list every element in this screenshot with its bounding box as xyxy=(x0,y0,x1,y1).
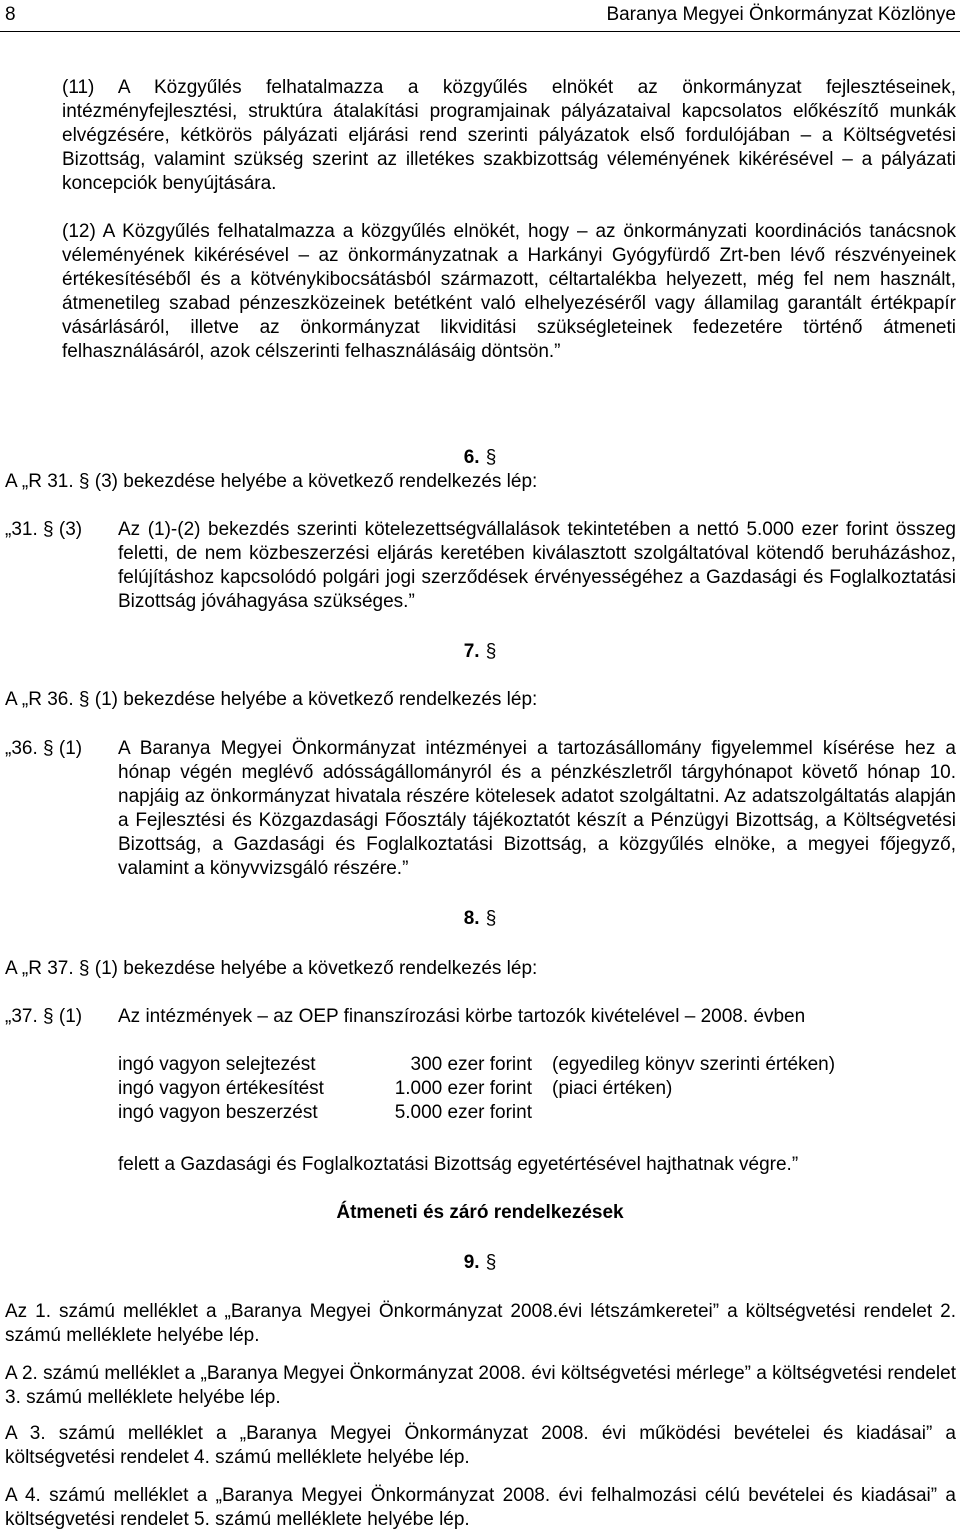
provision-label: „31. § (3) xyxy=(5,519,83,540)
table-row xyxy=(118,1053,835,1077)
note-cell: (piaci értéken) xyxy=(552,1078,673,1099)
section-number: 7. xyxy=(463,641,480,662)
section-8-heading xyxy=(0,907,960,931)
limits-table xyxy=(118,1053,835,1125)
provision-label: „37. § (1) xyxy=(5,1006,83,1027)
section-sign: § xyxy=(485,908,497,929)
section-number: 6. xyxy=(463,447,480,468)
section-number: 8. xyxy=(463,908,480,929)
item-cell: ingó vagyon értékesítést xyxy=(118,1078,324,1099)
chapter-heading: Átmeneti és záró rendelkezések xyxy=(336,1202,624,1223)
section-sign: § xyxy=(485,447,497,468)
provision-closing: felett a Gazdasági és Foglalkoztatási Bizottság egyetértésével hajthatnak végre.” xyxy=(118,1154,799,1175)
section-number: 9. xyxy=(463,1252,480,1273)
provision-text: Az intézmények – az OEP finanszírozási körbe tartozók kivételével – 2008. évben xyxy=(118,1006,806,1027)
amendment-intro: A „R 31. § (3) bekezdése helyébe a következő rendelkezés lép: xyxy=(5,471,538,492)
annex-paragraph: Az 1. számú melléklet a „Baranya Megyei Önkormányzat 2008.évi létszámkeretei” a költségvetési rendelet 2. számú melléklete helyébe lép. xyxy=(5,1301,956,1346)
section-6-heading xyxy=(0,446,960,470)
amendment-intro: A „R 37. § (1) bekezdése helyébe a következő rendelkezés lép: xyxy=(5,958,538,979)
provision-label: „36. § (1) xyxy=(5,738,83,759)
section-sign: § xyxy=(485,1252,497,1273)
note-cell xyxy=(532,1101,835,1125)
annex-paragraph: A 4. számú melléklet a „Baranya Megyei Önkormányzat 2008. évi felhalmozási célú bevételei és kiadásai” a költségvetési rendelet 5. számú melléklete helyébe lép. xyxy=(5,1485,956,1530)
section-9-heading xyxy=(0,1251,960,1275)
section-sign: § xyxy=(485,641,497,662)
amount-cell: 300 ezer forint xyxy=(410,1054,532,1075)
table-row xyxy=(118,1101,835,1125)
amendment-intro: A „R 36. § (1) bekezdése helyébe a következő rendelkezés lép: xyxy=(5,689,538,710)
section-7-heading xyxy=(0,640,960,664)
table-row xyxy=(118,1077,835,1101)
annex-paragraph: A 2. számú melléklet a „Baranya Megyei Önkormányzat 2008. évi költségvetési mérlege” a költségvetési rendelet 3. számú melléklete helyébe lép. xyxy=(5,1363,956,1408)
paragraph-11: (11) A Közgyűlés felhatalmazza a közgyűlés elnökét az önkormányzat fejlesztéseinek, intézményfejlesztési, struktúra átalakítási programjainak pályázataival kapcsolatos előkészítő munkák elvégzésére, kétkörös pályázati eljárási rend szerinti pályázatok első fordulójában – a Költségvetési Bizottság, valamint szükség szerint az illetékes szakbizottság véleményének kikérésével – a pályázati koncepciók benyújtására. xyxy=(62,77,956,194)
item-cell: ingó vagyon selejtezést xyxy=(118,1054,316,1075)
item-cell: ingó vagyon beszerzést xyxy=(118,1102,318,1123)
paragraph-12: (12) A Közgyűlés felhatalmazza a közgyűlés elnökét, hogy – az önkormányzati koordinációs tanácsnok véleményének kikérésével – az önkormányzatnak a Harkányi Gyógyfürdő Zrt-ben lévő részvényeinek értékesítéséből és a kötvénykibocsátásból származott, céltartalékba helyezett, még fel nem használt, átmenetileg szabad pénzeszközeinek betétként való elhelyezéséről vagy államilag garantált értékpapír vásárlásáról, illetve az önkormányzat likviditási szükségleteinek fedezetére történő átmeneti felhasználásáról, azok célszerinti felhasználásáig döntsön.” xyxy=(62,221,956,362)
provision-text: A Baranya Megyei Önkormányzat intézményei a tartozásállomány figyelemmel kísérése hez a hónap végén meglévő adósságállományról és a pénzkészletről tárgyhónapot követő hónap 10. napjáig az önkormányzat hivatala részére kötelesek adatot szolgáltatni. Az adatszolgáltatás alapján a Fejlesztési és Közgazdasági Főosztály tájékoztatót készít a Pénzügyi Bizottság, a Költségvetési Bizottság, a Gazdasági és Foglalkoztatási Bizottság, a közgyűlés elnöke, a megyei főjegyző, valamint a könyvvizsgáló részére.” xyxy=(118,738,956,879)
page-number: 8 xyxy=(5,4,16,25)
amount-cell: 5.000 ezer forint xyxy=(394,1102,532,1123)
annex-paragraph: A 3. számú melléklet a „Baranya Megyei Önkormányzat 2008. évi működési bevételei és kiadásai” a költségvetési rendelet 4. számú melléklete helyébe lép. xyxy=(5,1423,956,1468)
journal-title: Baranya Megyei Önkormányzat Közlönye xyxy=(606,4,956,25)
provision-text: Az (1)-(2) bekezdés szerinti kötelezettségvállalások tekintetében a nettó 5.000 ezer forint összeg feletti, de nem közbeszerzési eljárás keretében kiválasztott szolgáltatóval kötendő beruházáshoz, felújításhoz kapcsolódó polgári jogi szerződések érvényességéhez a Gazdasági és Foglalkoztatási Bizottság jóváhagyása szükséges.” xyxy=(118,519,956,612)
amount-cell: 1.000 ezer forint xyxy=(394,1078,532,1099)
page-header xyxy=(0,0,960,32)
note-cell: (egyedileg könyv szerinti értéken) xyxy=(552,1054,836,1075)
